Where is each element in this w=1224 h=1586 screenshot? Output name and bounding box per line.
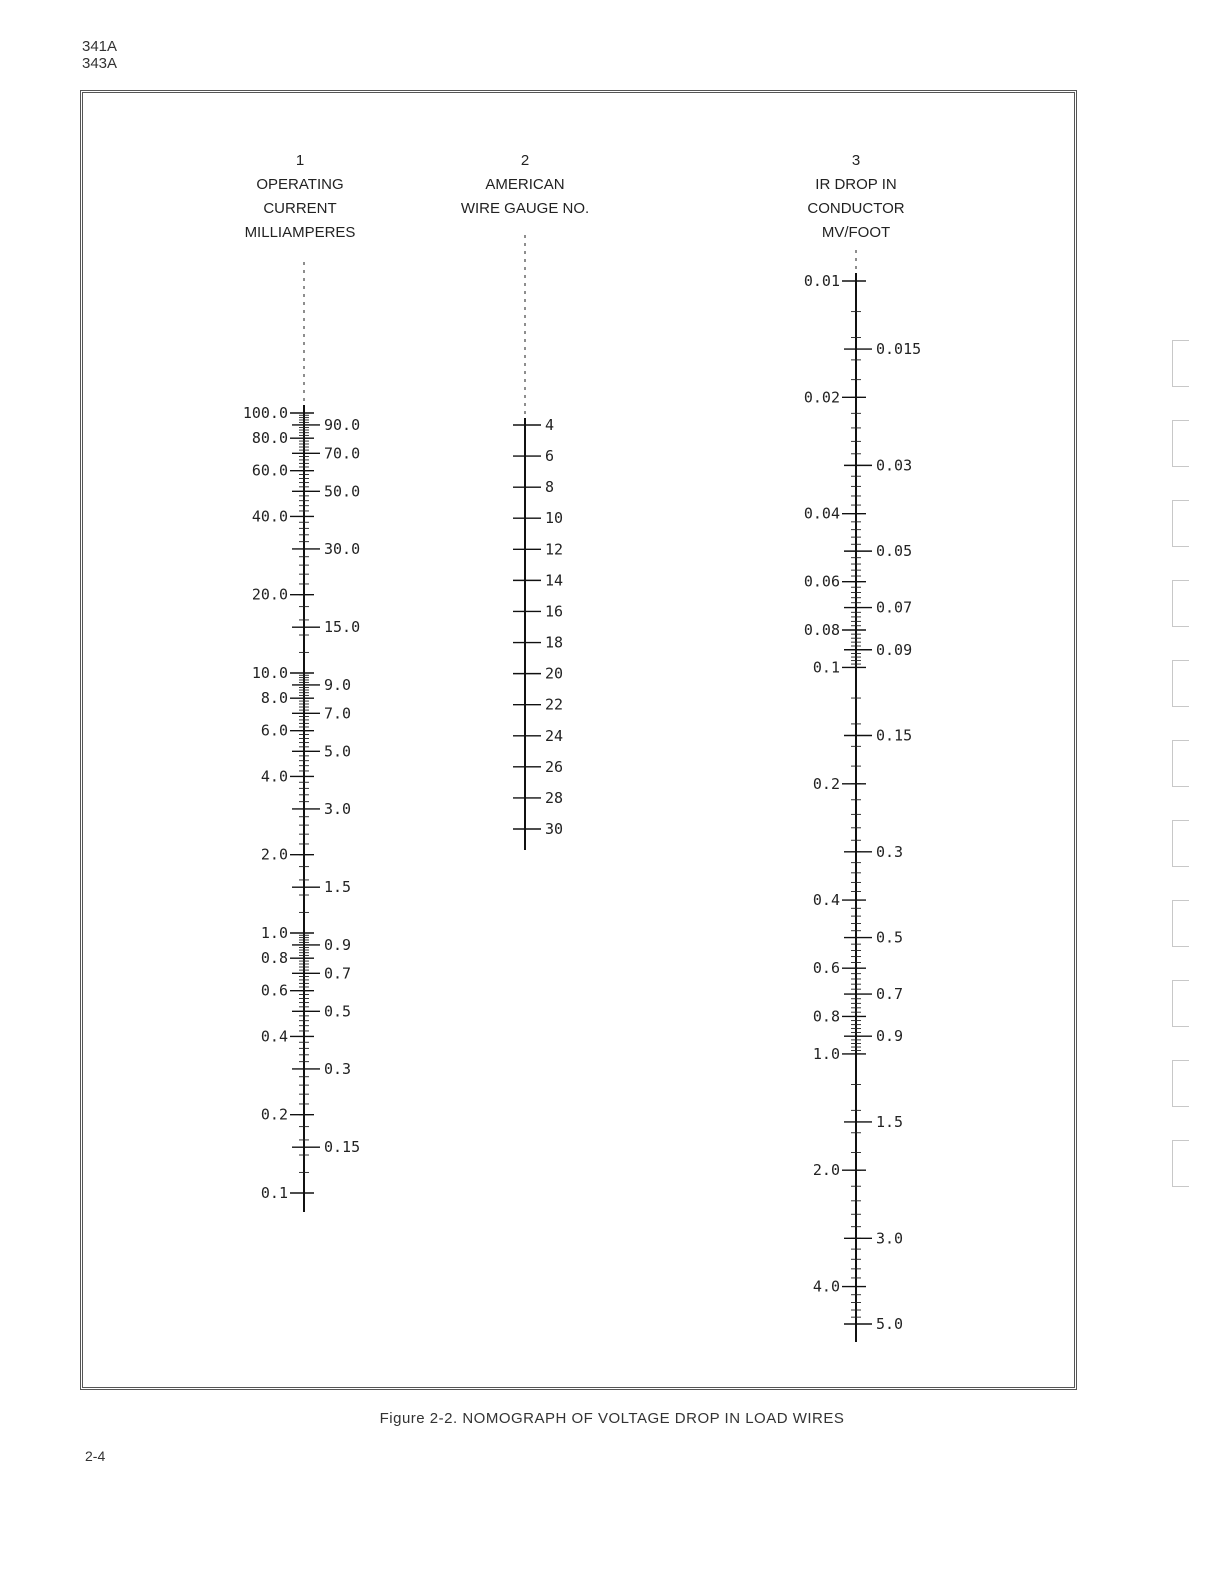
binding-edge-mark bbox=[1172, 500, 1189, 547]
scale-left-label: 8.0 bbox=[260, 689, 288, 708]
scale-title-line: CURRENT bbox=[263, 200, 337, 217]
scale-right-label: 26 bbox=[545, 757, 564, 776]
scale-right-label: 30 bbox=[545, 820, 564, 838]
scale-right-label: 0.5 bbox=[876, 928, 904, 947]
scale-left-label: 6.0 bbox=[260, 721, 288, 740]
scale-left-label: 1.0 bbox=[812, 1044, 840, 1063]
scale-right-label: 0.09 bbox=[876, 640, 913, 659]
scale-right-label: 4 bbox=[545, 416, 555, 434]
binding-edge-mark bbox=[1172, 1140, 1189, 1187]
scale-left-label: 100.0 bbox=[242, 404, 288, 422]
scale-left-label: 60.0 bbox=[251, 461, 288, 480]
binding-edge-mark bbox=[1172, 740, 1189, 787]
scale-right-label: 16 bbox=[545, 602, 564, 621]
scale-left-label: 0.6 bbox=[260, 981, 288, 1000]
scale-left-label: 0.04 bbox=[803, 504, 840, 523]
binding-edge-mark bbox=[1172, 340, 1189, 387]
scale-right-label: 0.015 bbox=[876, 340, 922, 359]
page-number: 2-4 bbox=[85, 1448, 106, 1464]
scale-right-label: 70.0 bbox=[324, 444, 361, 463]
scale-left-label: 0.1 bbox=[812, 658, 840, 677]
scale-left-label: 2.0 bbox=[260, 845, 288, 864]
scale-right-label: 14 bbox=[545, 571, 564, 590]
scale-right-label: 0.5 bbox=[324, 1002, 352, 1021]
scale-right-label: 1.5 bbox=[876, 1112, 904, 1131]
scale-number: 1 bbox=[295, 152, 305, 169]
scale-number: 3 bbox=[851, 152, 861, 169]
scale-left-label: 0.4 bbox=[260, 1027, 288, 1046]
scale-3 bbox=[804, 152, 921, 1342]
scale-right-label: 0.3 bbox=[324, 1059, 352, 1078]
scale-left-label: 2.0 bbox=[812, 1161, 840, 1180]
scale-right-label: 7.0 bbox=[324, 704, 352, 723]
figure-caption: Figure 2-2. NOMOGRAPH OF VOLTAGE DROP IN LOAD WIRES bbox=[379, 1410, 845, 1427]
binding-edge-mark bbox=[1172, 1060, 1189, 1107]
scale-right-label: 0.9 bbox=[324, 935, 352, 954]
scale-left-label: 0.6 bbox=[812, 959, 840, 978]
scale-right-label: 0.7 bbox=[876, 985, 904, 1004]
scale-right-label: 1.5 bbox=[324, 878, 352, 897]
scale-left-label: 4.0 bbox=[260, 767, 288, 786]
scale-right-label: 0.9 bbox=[876, 1027, 904, 1046]
scale-left-label: 40.0 bbox=[251, 507, 288, 526]
scale-right-label: 22 bbox=[545, 695, 564, 714]
scale-right-label: 3.0 bbox=[324, 799, 352, 818]
scale-right-label: 0.03 bbox=[876, 456, 913, 475]
scale-left-label: 0.1 bbox=[260, 1184, 288, 1202]
binding-edge-mark bbox=[1172, 420, 1189, 467]
scale-right-label: 28 bbox=[545, 788, 564, 807]
binding-edge-mark bbox=[1172, 900, 1189, 947]
scale-left-label: 0.01 bbox=[803, 272, 840, 290]
scale-left-label: 4.0 bbox=[812, 1277, 840, 1296]
scale-number: 2 bbox=[520, 152, 530, 169]
scale-title-line: MILLIAMPERES bbox=[244, 224, 356, 241]
scale-1 bbox=[243, 152, 360, 1212]
binding-edge-mark bbox=[1172, 820, 1189, 867]
scale-2 bbox=[461, 152, 589, 850]
scale-right-label: 15.0 bbox=[324, 618, 361, 637]
scale-right-label: 5.0 bbox=[876, 1315, 904, 1333]
scale-left-label: 0.06 bbox=[803, 572, 840, 591]
scale-right-label: 18 bbox=[545, 633, 564, 652]
scale-left-label: 20.0 bbox=[251, 585, 288, 604]
scale-right-label: 24 bbox=[545, 726, 564, 745]
scale-right-label: 90.0 bbox=[324, 415, 361, 434]
scale-left-label: 0.2 bbox=[260, 1105, 288, 1124]
scale-left-label: 80.0 bbox=[251, 429, 288, 448]
scale-left-label: 0.02 bbox=[803, 388, 840, 407]
scale-right-label: 12 bbox=[545, 540, 564, 559]
scale-title-line: CONDUCTOR bbox=[807, 200, 905, 217]
scale-right-label: 20 bbox=[545, 664, 564, 683]
scale-right-label: 10 bbox=[545, 509, 564, 528]
header-model-2: 343A bbox=[82, 55, 118, 72]
scale-left-label: 0.08 bbox=[803, 620, 840, 639]
scale-left-label: 0.4 bbox=[812, 891, 840, 910]
scale-right-label: 0.15 bbox=[876, 726, 913, 745]
scale-right-label: 0.15 bbox=[324, 1138, 361, 1157]
scale-right-label: 0.7 bbox=[324, 964, 352, 983]
scale-title-line: WIRE GAUGE NO. bbox=[460, 200, 590, 217]
scale-title-line: OPERATING bbox=[256, 176, 344, 193]
scale-left-label: 0.2 bbox=[812, 774, 840, 793]
scale-right-label: 8 bbox=[545, 478, 555, 497]
binding-edge-mark bbox=[1172, 660, 1189, 707]
scale-right-label: 0.3 bbox=[876, 842, 904, 861]
scale-left-label: 0.8 bbox=[812, 1007, 840, 1026]
scale-right-label: 0.05 bbox=[876, 542, 913, 561]
scale-left-label: 10.0 bbox=[251, 664, 288, 682]
scale-title-line: AMERICAN bbox=[485, 176, 565, 193]
scale-left-label: 1.0 bbox=[260, 924, 288, 942]
scale-right-label: 6 bbox=[545, 447, 555, 466]
scale-left-label: 0.8 bbox=[260, 949, 288, 968]
scale-title-line: MV/FOOT bbox=[821, 224, 891, 241]
binding-edge-mark bbox=[1172, 980, 1189, 1027]
scale-right-label: 5.0 bbox=[324, 742, 352, 761]
scale-right-label: 0.07 bbox=[876, 598, 913, 617]
scale-right-label: 3.0 bbox=[876, 1229, 904, 1248]
scale-title-line: IR DROP IN bbox=[815, 176, 897, 193]
scale-right-label: 9.0 bbox=[324, 675, 352, 694]
scale-right-label: 50.0 bbox=[324, 482, 361, 501]
header-model-1: 341A bbox=[82, 38, 118, 55]
binding-edge-mark bbox=[1172, 580, 1189, 627]
scale-right-label: 30.0 bbox=[324, 539, 361, 558]
